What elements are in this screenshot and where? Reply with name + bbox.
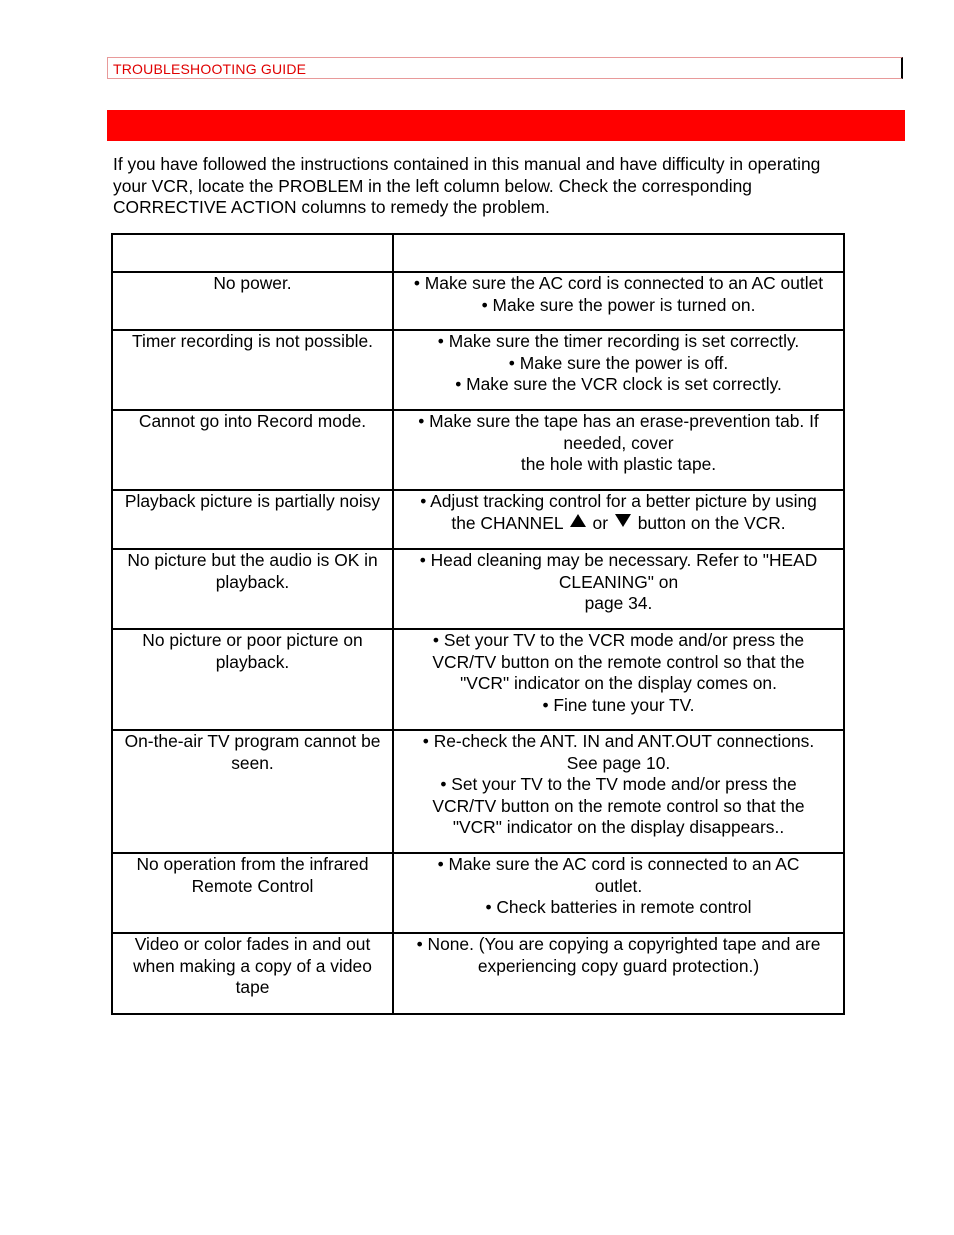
problem-cell <box>112 272 393 330</box>
problem-text: No operation from the infrared <box>136 854 369 874</box>
action-text: • Check batteries in remote control <box>485 897 752 917</box>
table-row <box>112 490 844 549</box>
action-cell <box>393 330 844 410</box>
action-text: "VCR" indicator on the display comes on. <box>460 673 777 693</box>
action-text: • Make sure the tape has an erase-prevention tab. If <box>418 411 819 431</box>
section-label: TROUBLESHOOTING GUIDE <box>113 61 307 77</box>
problem-text: Playback picture is partially noisy <box>124 491 381 511</box>
action-cell <box>393 272 844 330</box>
action-text: See page 10. <box>566 752 671 773</box>
action-text: or <box>592 512 608 533</box>
problem-text: On-the-air TV program cannot be <box>124 731 381 751</box>
action-text: outlet. <box>594 875 643 896</box>
action-text: • Set your TV to the VCR mode and/or press the <box>432 630 805 650</box>
section-header-box <box>107 57 903 79</box>
action-text: needed, cover <box>563 432 674 453</box>
intro-line: CORRECTIVE ACTION columns to remedy the problem. <box>113 197 550 218</box>
action-text: • Re-check the ANT. IN and ANT.OUT connections. <box>422 731 815 751</box>
action-column-header <box>393 234 844 272</box>
action-text: • None. (You are copying a copyrighted tape and are <box>416 934 821 954</box>
problem-text: playback. <box>215 651 290 672</box>
table-header-row <box>112 234 844 272</box>
problem-text: seen. <box>231 752 274 773</box>
table-row <box>112 629 844 730</box>
action-text: • Make sure the AC cord is connected to an AC outlet <box>413 273 824 293</box>
troubleshooting-table <box>111 233 845 1015</box>
action-cell <box>393 490 844 549</box>
triangle-up-icon <box>570 514 586 527</box>
table-row <box>112 853 844 933</box>
action-text: • Adjust tracking control for a better picture by using <box>420 491 817 511</box>
problem-text: Video or color fades in and out <box>134 934 371 954</box>
problem-column-header <box>112 234 393 272</box>
action-text: • Make sure the power is off. <box>508 352 729 373</box>
intro-paragraph <box>113 154 903 219</box>
action-text: "VCR" indicator on the display disappears.. <box>452 817 785 837</box>
action-cell <box>393 853 844 933</box>
action-text: button on the VCR. <box>637 512 786 533</box>
table-row <box>112 549 844 629</box>
problem-text: Remote Control <box>191 875 314 896</box>
action-text: • Set your TV to the TV mode and/or press the <box>440 774 797 794</box>
action-text: page 34. <box>584 593 653 613</box>
table-row <box>112 272 844 330</box>
problem-cell <box>112 730 393 853</box>
problem-text: Cannot go into Record mode. <box>138 411 367 431</box>
problem-text: No power. <box>213 273 292 293</box>
problem-text: No picture or poor picture on <box>142 630 363 650</box>
table-row <box>112 933 844 1014</box>
problem-cell <box>112 933 393 1014</box>
action-text: • Head cleaning may be necessary. Refer to "HEAD <box>419 550 818 570</box>
action-text: CLEANING" on <box>558 571 679 592</box>
intro-line: your VCR, locate the PROBLEM in the left column below. Check the corresponding <box>113 175 752 196</box>
table-row <box>112 410 844 490</box>
action-cell <box>393 410 844 490</box>
problem-text: when making a copy of a video <box>133 955 372 976</box>
problem-cell <box>112 549 393 629</box>
problem-cell <box>112 330 393 410</box>
action-cell <box>393 629 844 730</box>
problem-text: Timer recording is not possible. <box>132 331 373 351</box>
table-row <box>112 330 844 410</box>
action-text: experiencing copy guard protection.) <box>477 955 760 976</box>
problem-cell <box>112 490 393 549</box>
intro-line: If you have followed the instructions contained in this manual and have difficulty in operating <box>113 154 821 174</box>
action-text: VCR/TV button on the remote control so that the <box>432 651 805 672</box>
problem-text: No picture but the audio is OK in <box>127 550 378 570</box>
action-text: • Make sure the AC cord is connected to an AC <box>437 854 800 874</box>
action-text: • Fine tune your TV. <box>542 694 695 715</box>
triangle-down-icon <box>615 514 631 527</box>
table-row <box>112 730 844 853</box>
problem-text: tape <box>235 977 270 997</box>
title-bar <box>107 110 905 141</box>
action-text: the hole with plastic tape. <box>520 454 717 474</box>
action-text: • Make sure the timer recording is set correctly. <box>437 331 800 351</box>
action-text: • Make sure the power is turned on. <box>481 294 756 315</box>
action-cell <box>393 549 844 629</box>
action-text-with-icons <box>396 513 841 535</box>
problem-cell <box>112 410 393 490</box>
problem-cell <box>112 629 393 730</box>
action-text: VCR/TV button on the remote control so that the <box>432 795 805 816</box>
problem-text: playback. <box>215 571 290 592</box>
action-text: • Make sure the VCR clock is set correctly. <box>455 374 782 394</box>
action-cell <box>393 730 844 853</box>
problem-cell <box>112 853 393 933</box>
action-cell <box>393 933 844 1014</box>
action-text: the CHANNEL <box>451 512 563 533</box>
